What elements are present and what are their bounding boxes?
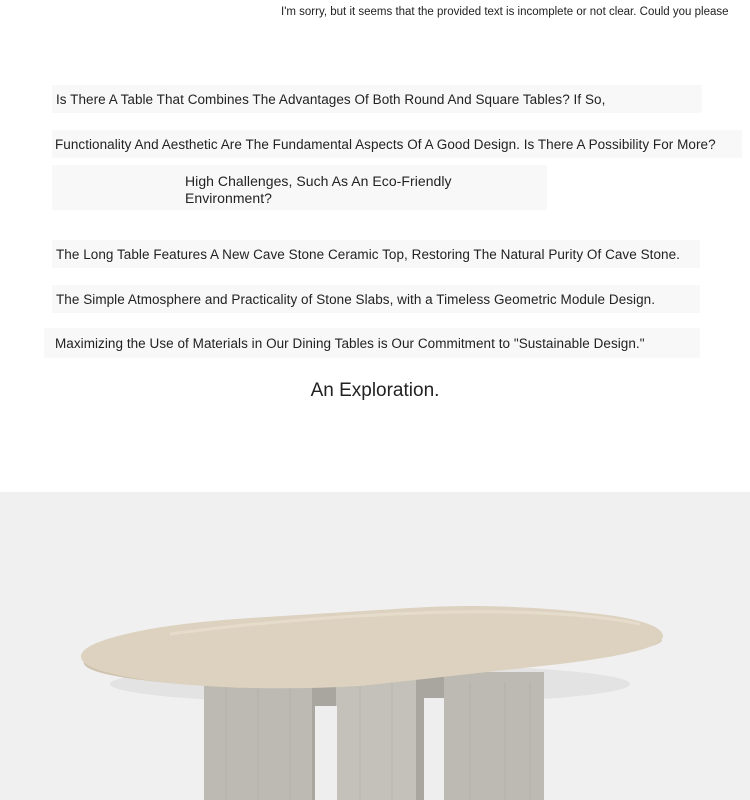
challenge-line-2: Environment? [185, 190, 272, 206]
exploration-heading: An Exploration. [310, 380, 440, 401]
sustainable-line: Maximizing the Use of Materials in Our Dining Tables is Our Commitment to "Sustainable Design." [55, 336, 645, 351]
design-statement: Functionality And Aesthetic Are The Fundamental Aspects Of A Good Design. Is There A Possibility For More? [55, 137, 716, 152]
challenge-line-1: High Challenges, Such As An Eco-Friendly [185, 173, 452, 189]
cave-stone-line: The Long Table Features A New Cave Stone Ceramic Top, Restoring The Natural Purity Of Cave Stone. [56, 247, 680, 262]
oval-dining-table-icon [0, 492, 750, 800]
stone-slab-line: The Simple Atmosphere and Practicality of Stone Slabs, with a Timeless Geometric Module Design. [56, 292, 656, 307]
intro-question: Is There A Table That Combines The Advantages Of Both Round And Square Tables? If So, [56, 92, 606, 107]
product-photo [0, 492, 750, 800]
table-base [204, 672, 544, 800]
notice-text: I'm sorry, but it seems that the provided text is incomplete or not clear. Could you please [281, 6, 729, 18]
